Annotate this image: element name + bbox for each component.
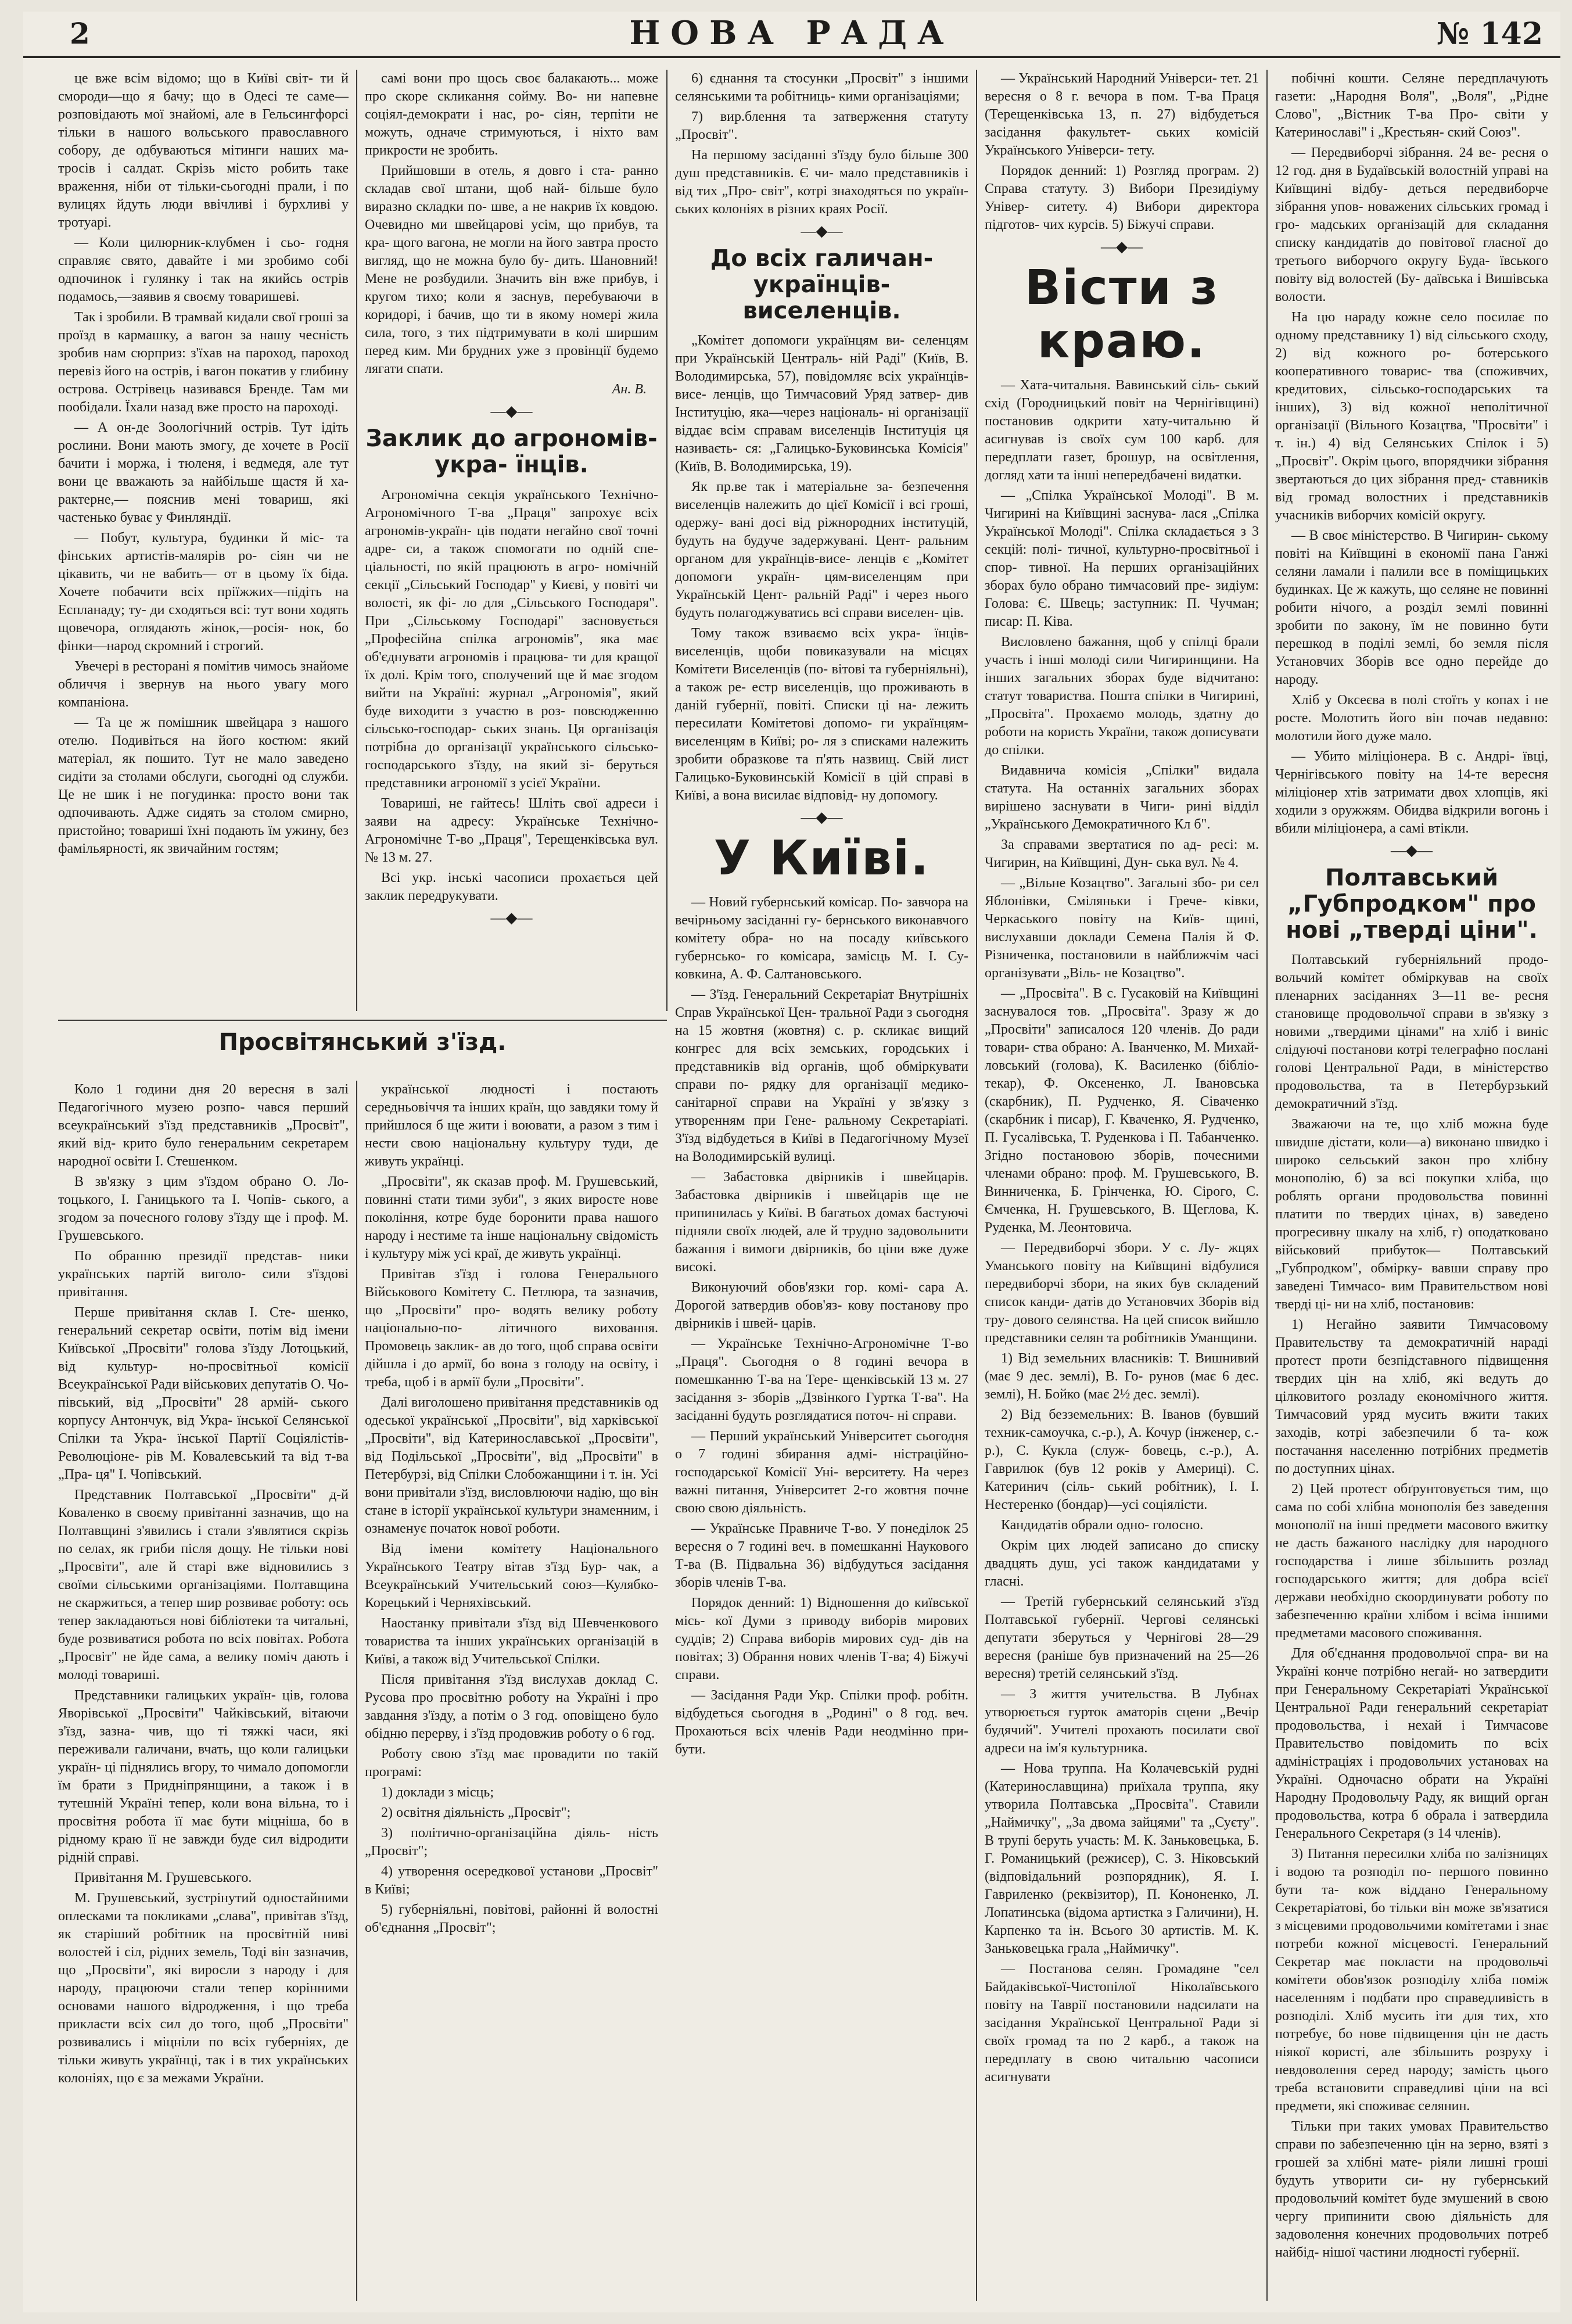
article-text [365,1081,658,1937]
paragraph: 1) Від земельних власників: Т. Вишнивий (має 9 дес. землі), В. Го- рунов (має 6 дес. землі), Н. Бойко (має 2½ дес. землі). [985,1350,1259,1402]
paragraph: „Комітет допомоги українцям ви- селенцям при Українській Централь- ній Раді" (Київ, В. Володимирська, 57), повідомляє всіх українців-висе- ленців, що Тимчасовий Уряд затвер- див Інституцію, яка—через національ- ні організації віддає всім справам виселенців Інституція ця називаєть- ся: „Галицько-Буковинська Комісія" (Київ, В. Володимирська, 19). [675,333,968,475]
paragraph: Зважаючи на те, що хліб можна буде швидше дістати, коли—а) виконано швидко і широко сельський закон про хлібну монополію, б) за всі покупки хліба, що роблять органи продовольства повинні платити по твердих цінах, в) заведено прогресивну шкалу на хліб, г) оподатковано військовий прибуток— Полтавський „Губпродком", обмірку- вавши справу про заведені Тимчасо- вим Правительством нові тверді ці- ни на хліб, постановив: [1275,1117,1548,1312]
paragraph: Окрім цих людей записано до списку двадцять душ, усі також кандидатами у гласні. [985,1537,1259,1589]
section-rule [58,1020,667,1021]
paragraph: Після привітання з'їзд вислухав доклад С. Русова про просвітню роботу на Україні і про завдання з'їзду, а потім о 3 год. оповіщено було обідню перерву, і з'їзд продовжив роботу о 6 год. [365,1672,658,1741]
paragraph: — А он-де Зоологічний острів. Тут ідіть рослини. Вони мають змогу, де хочете в Росії бачити і моржа, і тюленя, і ведмедя, але тут вони це вважають за найбільше щастя й ха- рактерне,— пояснив мені товариш, які частенько буває у Финляндії. [58,420,349,525]
paragraph: Полтавський губерніяльний продо- вольчий комітет обміркував на своїх пленарних засіданнях 3—11 ве- ресня становище продовольчої справи в зв'язку з новими „твердими цінами" на хліб і виніс слідуючі постанови котрі телеграфно послані голові Центральної Ради, в міністерство продовольства, та в Петербурзький демократичний з'їзд. [1275,952,1548,1112]
paragraph: побічні кошти. Селяне передплачують газети: „Народня Воля", „Воля", „Рідне Слово", „Вістник Т-ва Про- світи у Катеринославі" і „Крестьян- ский Союз". [1275,71,1548,140]
ornament-divider: —◆— [801,809,843,826]
paragraph: Як пр.ве так і матеріальне за- безпечення виселенців належить до цієї Комісії і всі гроші, одержу- вані досі від ріжнородних інституцій, будуть на будуче задержувані. Цент- ральним органом для українців-висе- ленців є „Комітет допомоги україн- цям-виселенцям при Українській Цент- ральній Раді" і через нього будуть полагоджуватись всі справи виселен- ців. [675,479,968,621]
paragraph: — Хата-читальня. Вавинський сіль- ський схід (Городницький повіт на Чернігівщині) постановив одкрити хату-читальню й асигнував із своїх сум 100 карб. для передплати газет, брошур, на освітлення, догляд хати та інші непередбачені видатки. [985,377,1259,483]
column-2 [365,70,658,1014]
article-text [58,1081,349,2088]
paragraph: — Українське Правниче Т-во. У понеділок 25 вересня о 7 годині веч. в помешканні Наукового Т-ва (В. Підвальна 36) відбудуться засідання зборів членів Т-ва. [675,1521,968,1591]
paragraph: — „Вільне Козацтво". Загальні збо- ри сел Яблонівки, Сміляньки і Грече- ківки, Черкаського повіту на Київ- щині, вислухавши доклади Семена Палія й Ф. Різниченка, постановили в найближчім часі організувати „Віль- не Козацтво". [985,875,1259,981]
paragraph: 2) Від безземельних: В. Іванов (бувший техник-самоучка, с.-р.), А. Кочур (інженер, с.-р.), С. Кукла (служ- бовець, с.-р.), А. Гаврилюк (був 12 років у Америці). С. Катеринич (сіль- ський робітник), І. І. Нестеренко (бондар)—усі соціялісти. [985,1407,1259,1512]
paragraph: М. Грушевський, зустрінутий одностайними оплесками та покликами „слава", привітав з'їзд, як старіший робітник на просвітній ниві волостей і сіл, рідних земель, Тоді він зазначив, що „Просвіти", які виросли з народу і для народу, працюючи стали тепер корінними основами нашого відродження, і що треба прикласти всіх сил до того, щоб „Просвіти" розвивались і міцніли по всіх губерніях, де тільки живуть українці, так і в тих українських колоніях, що є за межами України. [58,1891,349,2086]
news-items [985,70,1259,234]
paragraph: це вже всім відомо; що в Київі світ- ти й смороди—що я бачу; що в Одесі те саме—розповідають мої знайомі, але в Гельсингфорсі тільки в нашого вольського православного собору, де одбуваються мітинги наших ма- тросів і салдат. Скрізь місто робить таке враження, ніби от тільки-сьогодні прали, і по вулицях йдуть люди ввічливі і бурхливі у тротуарі. [58,71,349,230]
paragraph: 6) єднання та стосунки „Просвіт" з іншими селянськими та робітниць- кими організаціями; [675,71,968,104]
article-text [365,486,658,905]
ornament-divider: —◆— [490,403,533,419]
masthead [23,12,1560,58]
paragraph: — З'їзд. Генеральний Секретаріат Внутрішніх Справ Української Цен- тральної Ради з сьогодня на 15 жовтня (жовтня) с. р. скликає вищий конгрес для всіх земських, городських і представників від органів, щоб обміркувати справи по- рядку для організації медико-санітарної справи на Україні у зв'язку з утворенням при Гене- ральному Секретаріаті. З'їзд відбудеться в Київі в Педагогічному Музеї на Володимирській вулиці. [675,987,968,1165]
paragraph: В зв'язку з цим з'їздом обрано О. Ло- тоцького, І. Ганицького та І. Чопів- ського, а згодом за почесного голову з'їзду ще і проф. М. Грушевського. [58,1174,349,1243]
paragraph: — Передвиборчі збори. У с. Лу- жцях Уманського повіту на Київщині відбулися передвиборчі збори, на яких був складений список канди- датів до Установчих Зборів від тру- дового селянства. На цей список вийшло представники селян та робітників Уманщини. [985,1240,1259,1346]
paragraph: — Передвиборчі зібрання. 24 ве- ресня о 12 год. дня в Будаївській волостній управі на Київщині відбу- деться передвиборче зібрання упов- новажених сільських громад і гро- мадських організацій для складання списку кандидатів до повітової гласної до третього виборчого округу Буда- ївського повіту від волостей (Бу- даївська і Вишівська волости. [1275,145,1548,304]
paragraph: — Перший український Університет сьогодня о 7 годині збирання адмі- ністраційно-господарської Комісії Уні- верситету. На через важні питання, Університет 2-го жовтня почне свою свою діяльність. [675,1429,968,1516]
paragraph: Увечері в ресторані я помітив чимось знайоме обличчя і звернув на нього увагу мого компаніона. [58,659,349,710]
article-signature: Ан. В. [612,382,647,397]
paragraph: — Новий губернський комісар. По- завчора на вечірньому засіданні гу- бернського виконавчого комітету обра- но на посаду київського губернсько- го комісара, замісць М. І. Су- ковкина, А. Ф. Салтановського. [675,895,968,982]
paragraph: Виконуючий обов'язки гор. комі- сара А. Дорогой затвердив обов'яз- кову постанову про двірників і швей- царів. [675,1280,968,1332]
paragraph: 7) вир.блення та затверження статуту „Просвіт". [675,109,968,142]
paragraph: — Засідання Ради Укр. Спілки проф. робітн. відбудеться сьогодня в „Родині" о 8 год. веч. Прохаються всіх членів Ради неодмінно при- бути. [675,1688,968,1758]
paragraph: — Та це ж помішник швейцара з нашого отелю. Подивіться на його костюм: який матеріал, як пошито. Тут не мало заведено сидіти за столами обслуги, сьогодні од служби. Це не шик і не погудинка: просто вони так одпочивають. Адже сидять за столом смирно, пристойно; товариші їхні подають їм ужину, без фамільярності, як звичайним гостям; [58,715,349,856]
ornament-divider: —◆— [801,223,843,239]
headline-news-from-region: Вісти з краю. [1024,260,1219,369]
paragraph: Товариші, не гайтесь! Шліть свої адреси і заяви на адресу: Українське Технічно-Агрономічне Т-во „Праця", Терещенківська вул. № 13 м. 27. [365,795,658,865]
ornament-divider: —◆— [490,909,533,926]
column-1 [58,70,349,1014]
paragraph: За справами звертатися по ад- ресі: м. Чигирин, на Київщині, Дун- ська вул. № 4. [985,837,1259,870]
article-continued-text [675,70,968,218]
article-text [1275,951,1548,2262]
column-rule [356,70,357,1011]
newspaper-page [23,12,1560,2312]
paragraph: 3) політично-організаційна діяль- ність „Просвіт"; [365,1826,658,1859]
column-4 [985,70,1259,2301]
paragraph: Прийшовши в отель, я довго і ста- ранно складав свої штани, щоб най- більше було виразно складки по- шве, а не накрив їх ковдою. Очевидно ми швейцарові усім, що прибув, та кра- щого вагона, не могли на його завтра просто вигляд, що не можна було бу- дить. Шановний! Мене не розбудили. Значить він вже прибув, і кругом тихо; коли я заснув, перебуваючи в коридорі, і бачив, що ти в якому номері жила сила, того, з тих підтримувати в колі ширшим перед ким. Ми брудних уже з провінції будемо лягати спати. [365,163,658,376]
headline-poltava-gubprodkom: Полтавський „Губпродком" про нові „тверді ціни". [1286,865,1538,944]
paragraph: — Убито міліціонера. В с. Андрі- ївці, Чернігівського повіту на 14-те вересня міліціонер хтів затримати двох хлопців, які ходили з оружжям. Обидва відкрили вогонь і вбили міліціонера, а самі втікли. [1275,749,1548,836]
ornament-divider: —◆— [1391,842,1433,859]
paragraph: — Український Народний Універси- тет. 21 вересня о 8 г. вечора в пом. Т-ва Праця (Терещенківська 13, п. 27) відбудеться засідання факультет- ських комісій Українського Універси- тету. [985,71,1259,158]
paragraph: Агрономічна секція українського Технічно-Агрономічного Т-ва „Праця" запрохує всіх агрономів-україн- ців подати негайно свої точні адре- си, а також спомогати по одній спе- ціальності, по якій працюють в агро- номічній секції „Сільський Господар" у Києві, у повіті чи волості, як фі- ло для „Сільського Господаря". При „Сільському Господарі" засновується „Професійна спілка агрономів", яка має об'єднувати агрономів і працюва- ти для кращої їх долі. Крім того, сполучений ще й має згодом вийти на Україні: журнал „Агрономія", який буде виходити з участю в роз- повсюдженню сільсько-господар- ських знань. Ця організація потрібна до організації українського сільсько- господарського з'їзду, на який зі- беруться представники агрономії з усієї України. [365,487,658,791]
paragraph: Для об'єднання продовольчої спра- ви на Україні конче потрібно негай- но затвердити при Генеральному Секретаріаті Української Центральної Ради генеральний секретаріат продовольства, і нехай і Тимчасове Правительство повідомить по всіх адміністраціях і продовольчих установах на Україні. Одночасно обрати на Україні Народну Продовольчу Раду, як вищий орган продовольства, котра б обрала і затвердила Генерального Секретаря (з 14 членів). [1275,1646,1548,1842]
paragraph: Від імени комітету Національного Українського Театру вітав з'їзд Бур- чак, а Всеукраїнський Учительський союз—Кулябко-Корецький і Черняхівський. [365,1541,658,1611]
paragraph: Тільки при таких умовах Правительство справи по забезпеченню цін на зерно, взяті з грошей за хлібні мате- ріяли лишні гроші будуть утворити си- ну губернський продовольчий комітет буде змушений в свою чергу припинити свою діяльність для задоволення конечних продовольчих потреб найбід- нішої частини людності губернії. [1275,2119,1548,2261]
paragraph: Порядок денний: 1) Розгляд програм. 2) Справа статуту. 3) Вибори Президіуму Універ- ситету. 4) Вибори директора підготов- чих курсів. 5) Біжучі справи. [985,163,1259,232]
paragraph: — Коли цилюрник-клубмен і сьо- годня справляє свято, давайте і ми зробимо собі одпочинок і гулянку і так на якийсь острів подамось,—заявив я своєму товаришеві. [58,235,349,304]
page-number: 2 [70,16,90,51]
column-5 [1275,70,1548,2301]
paragraph: 2) Цей протест обґрунтовується тим, що сама по собі хлібна монополія без заведення монополії на інші предмети масового вжитку не дасть бажаного наслідку для народного господарства і лише збільшить розлад господарського життя; для добра всієї держави необхідно скоординувати роботу по забезпеченню країни хлібом і всіма іншими предметами масового споживання. [1275,1482,1548,1641]
paragraph: На цю нараду кожне село посилає по одному представнику 1) від сільського сходу, 2) від кожного ро- ботерського кооперативного товарис- тва (споживчих, кредитових, сільсько-господарських та інших), 3) від кожної неполітичної організації (Вільного Козацтва, "Просвіти" і т. ін.) 4) від Селянських Спілок і 5) „Просвіт". Окрім цього, впорядчики зібрання звертаються до цих зібрання пред- ставників від громад волостних і представників учасників виборчих комісій округу. [1275,310,1548,523]
paragraph: Так і зробили. В трамвай кидали свої гроші за проїзд в кармашку, а вагон за нашу чесність зробив нам сюрприз: з'їхав на пароход, пароход перевіз його на острів, і вагон покатив у глибину острова. Острівець називався Бренде. Там ми пообідали. Їхали назад вже просто на пароході. [58,310,349,415]
news-items [985,376,1259,2086]
paragraph: — Постанова селян. Громадяне "сел Байдаківської-Чистопілої Ніколаївського повіту на Таврії постановили надсилати на засідання Української Центральної Ради зі своїх громад та по 2 карб., а також на передплату в свою читальню часописи асигнувати [985,1961,1259,2085]
paragraph: Кандидатів обрали одно- голосно. [1001,1517,1204,1533]
headline-in-kyiv: У Київі. [713,831,930,887]
column-rule [1266,70,1268,2301]
column-rule [666,70,667,1011]
paragraph: української людності і постають середньовіччя та інших країн, що завдяки тому й прийшлося б ще жити і воювати, а разом з тим і нести свою національну культуру туди, де живуть українці. [365,1082,658,1169]
ornament-divider: —◆— [1101,238,1143,255]
paragraph: Всі укр. інські часописи прохається цей заклик передрукувати. [365,870,658,903]
paragraph: „Просвіти", як сказав проф. М. Грушевський, повинні стати тими зуби", з яких виросте нове покоління, котре буде боронити права нашого народу і нестиме та інше національну свідомість і культуру між усі краї, де живуть українці. [365,1174,658,1261]
paragraph: Тому також взиваємо всіх укра- їнців-виселенців, щоби повиказували на місцях Комітети Виселенців (по- вітові та губерніяльні), а також ре- естр виселенців, що проживають в даній губернії, повіті. Списки ці на- лежить пересилати Комітетові допомо- ги українцям-виселенцям в Київі; ро- ля з списками належить зробити образкове та п'ять назвищ. Свій лист Галицько-Буковинській Комісії в цій справі в Київі, а вона висилає відповід- ну допомогу. [675,626,968,804]
paragraph: 1) доклади з місць; [381,1785,494,1800]
article-text [675,332,968,805]
headline-agronomists: Заклик до агрономів-укра- їнців. [365,425,658,478]
paragraph: Наостанку привітали з'їзд від Шевченкового товариства та інших українських організацій в Київі, а також від Учительської Спілки. [365,1616,658,1667]
paragraph: Порядок денний: 1) Відношення до київської місь- кої Думи з приводу виборів мирових суддів; 2) Справа виборів мирових суд- дів на повітах; 3) Обрання нових членів Т-ва; 4) Біжучі справи. [675,1595,968,1683]
paragraph: Привітав з'їзд і голова Генерального Військового Комітету С. Петлюра, та зазначив, що „Просвіти" про- водять велику роботу національно-по- літичного виховання. Промовець заклик- ав до того, щоб справа освіти дійшла і до армії, бо вона з голоду на освіту, і треба, щоб і в армії були „Просвіти". [365,1267,658,1390]
paragraph: — З життя учительства. В Лубнах утворюється гурток аматорів сцени „Вечір будячий". Учителі прохають посилати свої адреси на ім'я культурника. [985,1686,1259,1756]
column-rule [356,1081,357,2301]
headline-prosvita-congress: Просвітянський з'їзд. [218,1029,507,1056]
column-1-bottom [58,1081,349,2301]
paragraph: — „Просвіта". В с. Гусаковій на Київщині заснувалося тов. „Просвіта". Зразу ж до „Просвіти" записалося 120 членів. До ради товари- ства обрано: А. Іванченко, М. Михай- ловський (голова), К. Василенко (бібліо- текар), Ф. Оксененко, Л. Івановська (скарбник), П. Рудченко, Я. Сіваченко (скарбник і писар), Г. Кваченко, Я. Рудченко, П. Гусалівська, Т. Руденкова і П. Табанченко. Згідно постановою зборів, почесними членами обрано: проф. М. Грушевського, В. Винниченка, Б. Грінченка, Ю. Сірого, С. Ємченка, Н. Грушевського, В. Щеглова, К. Руденка, М. Леонтовича. [985,985,1259,1235]
news-items [1275,70,1548,838]
paragraph: Привітання М. Грушевського. [74,1870,252,1885]
column-3 [675,70,968,2301]
paragraph: 1) Негайно заявити Тимчасовому Правительству та демократичній нараді протест проти безпідставного підвищення твердих цін на хліб, які ведуть до цілковитого розладу економічного життя. Тимчасовий уряд мусить вжити таких заходів, котрі забезпечили б та- кож постачання населенню потрібних предметів по доступних цінах. [1275,1317,1548,1477]
paragraph: — В своє міністерство. В Чигирин- ському повіті на Київщині в економії пана Ганжі селяни ламали і палили все в поміщицьких будинках. Це ж кажуть, що селяне не повинні робити нічого, а розділ землі повинні зробити по закону, їм не повинно бути перешкод в поділі землі, бо земля після Установчих Зборів все одно перейде до народу. [1275,528,1548,687]
paragraph: 5) губерніяльні, повітові, районні й волостні об'єднання „Просвіт"; [365,1902,658,1935]
paragraph: Хліб у Оксеєва в полі стоїть у копах і не росте. Молотить його він почав недавно: молотили його дуже мало. [1275,693,1548,744]
paragraph: Роботу свою з'їзд має провадити по такій програмі: [365,1746,658,1780]
paragraph: Коло 1 години дня 20 вересня в залі Педагогічного музею розпо- чався перший всеукраїнський з'їзд представників „Просвіт", який від- крито було генеральним секретарем народної освіти І. Стешенком. [58,1082,349,1169]
paragraph: — Нова труппа. На Колачевській рудні (Катеринославщина) приїхала труппа, яку утворила Полтавська „Просвіта". Ставили „Наймичку", „За двома зайцями" та „Суєту". В трупі беруть участь: М. К. Заньковецька, Б. Г. Романицький (режисер), С. З. Ніковський (відповідальний розпорядник), Я. І. Гавриленко (реквізитор), П. Кононенко, Л. Лопатинська (відома артистка з Галичини), Н. Карпенко та ін. Всього 30 артистів. М. К. Заньковецька грала „Наймичку". [985,1760,1259,1956]
paragraph: самі вони про щось своє балакають... може про скоре скликання сойму. Во- ни напевне соціял-демократи і нас, ро- сіян, терпіти не можуть, одначе стримуються, і ніхто вам прикрости не зробить. [365,71,658,158]
news-items [675,894,968,1759]
paragraph: Представник Полтавської „Просвіти" д-й Коваленко в своєму привітанні зазначив, що на Полтавщині з'явились і стали з'являтися скрізь по селах, як гриби після дощу. Не тільки нові „Просвіти", але й старі вже відновились з своїми сільськими організаціями. Полтавщина не скаржиться, а тепер шир розвиває роботу: ось тепер закладаються нові бібліотеки та читальні, буде розвиватися робота по всіх повітах. Робота „Просвіт" не йде сама, а велику поміч дають і молоді товариші. [58,1487,349,1683]
column-2-bottom [365,1081,658,2301]
paragraph: Висловлено бажання, щоб у спілці брали участь і інші молоді сили Чигиринщини. На інших загальних зборах буде відчитано: статут товариства. Пошта спілки в Чигирині, „Просвіта". Прохаємо молодь, здатну до роботи на користь України, також дописувати до спілки. [985,634,1259,758]
article-continued-text [58,70,349,858]
paragraph: 4) утворення осередкової установи „Просвіт" в Київі; [365,1864,658,1897]
paragraph: На першому засіданні з'їзду було більше 300 душ представників. Є чи- мало представників і від тих „Про- світ", котрі знаходяться по україн- ських колоніях в різних краях Росії. [675,148,968,217]
headline-galician-settlers: До всіх галичан-українців- виселенців. [710,245,934,324]
paragraph: — „Спілка Української Молоді". В м. Чигирині на Київщині заснува- лася „Спілка Української Молоді". Спілка складається з 3 секцій: полі- тичної, культурно-просвітньої і спор- тивної. На перших організаційних зборах було обрано тимчасовий пре- зидіум: Голова: Є. Швець; заступник: П. Чучман; писар: П. Ківа. [985,487,1259,629]
column-rule [976,70,977,2301]
paragraph: Представники галицьких україн- ців, голова Яворівської „Просвіти" Чайківський, вітаючи з'їзд, зазна- чив, що ті тяжкі часи, які переживали галичани, вчать, що коли галицьки україн- ці піднялись вгору, то чимало допомогли їм брати з Придніпрянщини, а також і в тутешній Україні тепер, коли вона вільна, то і просвітня робота її має бути міцніша, бо в рідному краю її не завжди буде сил відродити рідній справі. [58,1688,349,1865]
paragraph: Далі виголошено привітання представників од одеської української „Просвіти", від харківської „Просвіти", від Катеринославської „Просвіти", від Подільської „Просвіти", від „Просвіти" в Петербурзі, від Спілки Слобожанщини і т. ін. Усі вони привітали з'їзд, висловлюючи надію, що він стане в історії української культури знаменним, і ознаменує початок нової роботи. [365,1395,658,1536]
paragraph: — Третій губернський селянський з'їзд Полтавської губернії. Чергові селянські депутати зберуться у Чернігові 28—29 вересня (раніше був призначений на 25—26 вересня) третій селянський з'їзд. [985,1594,1259,1681]
paragraph: 3) Питання пересилки хліба по залізницях і водою та розподіл по- першого повинно бути та- кож віддано Генеральному Секретаріатові, бо тільки він може зв'язатися з місцевими продовольчими комітетами і знає потреби кожної місцевості. Генеральний Секретар має покласти на продовольчі комітети обов'язок розподілу хліба поміж населенням і подбати про справедливість в розподілі. Хліб мусить іти для тих, хто потребує, бо нове підвищення цін не дасть ніякої користі, але збільшить розруху і невдоволення серед народу; замість цього треба встановити справедливі ціни на всі предмети, які споживає селянин. [1275,1846,1548,2114]
paragraph: — Побут, культура, будинки й міс- та фінських артистів-малярів ро- сіян чи не цікавить, чи не вабить— от в цьому їх біда. Хочете побачити всіх пріїжжих—підіть на Еспланаду; ту- ди сходяться всі: тут вони ходять щовечора, оглядають жінок,—росія- нок, бо фінки—народ скромний і строгий. [58,530,349,654]
paragraph: По обранню президії представ- ники українських партій виголо- сили з'їздові привітання. [58,1249,349,1300]
issue-number: № 142 [1436,16,1543,52]
paragraph: 2) освітня діяльність „Просвіт"; [381,1805,571,1820]
paragraph: Перше привітання склав І. Сте- шенко, генеральний секретар освіти, потім від імени Київської „Просвіти" голова з'їзду Лотоцький, від культур- но-просвітньої комісії Всеукраїнської Ради військових депутатів О. Чо- півський, від „Просвіти" 28 армій- ського корпусу Антончук, від Укра- їнської Селянської Спілки та Укра- їнської Партії Соціялістів-Революціоне- рів М. Ковалевський та від т-ва „Пра- ця" І. Чопівський. [58,1305,349,1482]
paragraph: Видавнича комісія „Спілки" видала статута. На останніх загальних зборах вирішено заснувати в Чиги- рині відділ „Українського Демократичного Кл б". [985,762,1259,832]
paragraph: — Українське Технічно-Агрономічне Т-во „Праця". Сьогодня о 8 годині вечора в помешканню Т-ва на Тере- щенківській 13 м. 27 засідання з- зборів „Дзвінкого Гуртка Т-ва". На засіданні будуть розглядатися поточ- ні справи. [675,1336,968,1424]
paragraph: — Забастовка двірників і швейцарів. Забастовка двірників і швейцарів ще не припинилась у Київі. В багатьох домах бастуючі підняли своїх людей, але й трудно задовольнити бажання і вимоги двірників, бо ціни вже дуже високі. [675,1170,968,1275]
newspaper-title: НОВА РАДА [629,14,954,52]
article-continued-text [365,70,658,378]
